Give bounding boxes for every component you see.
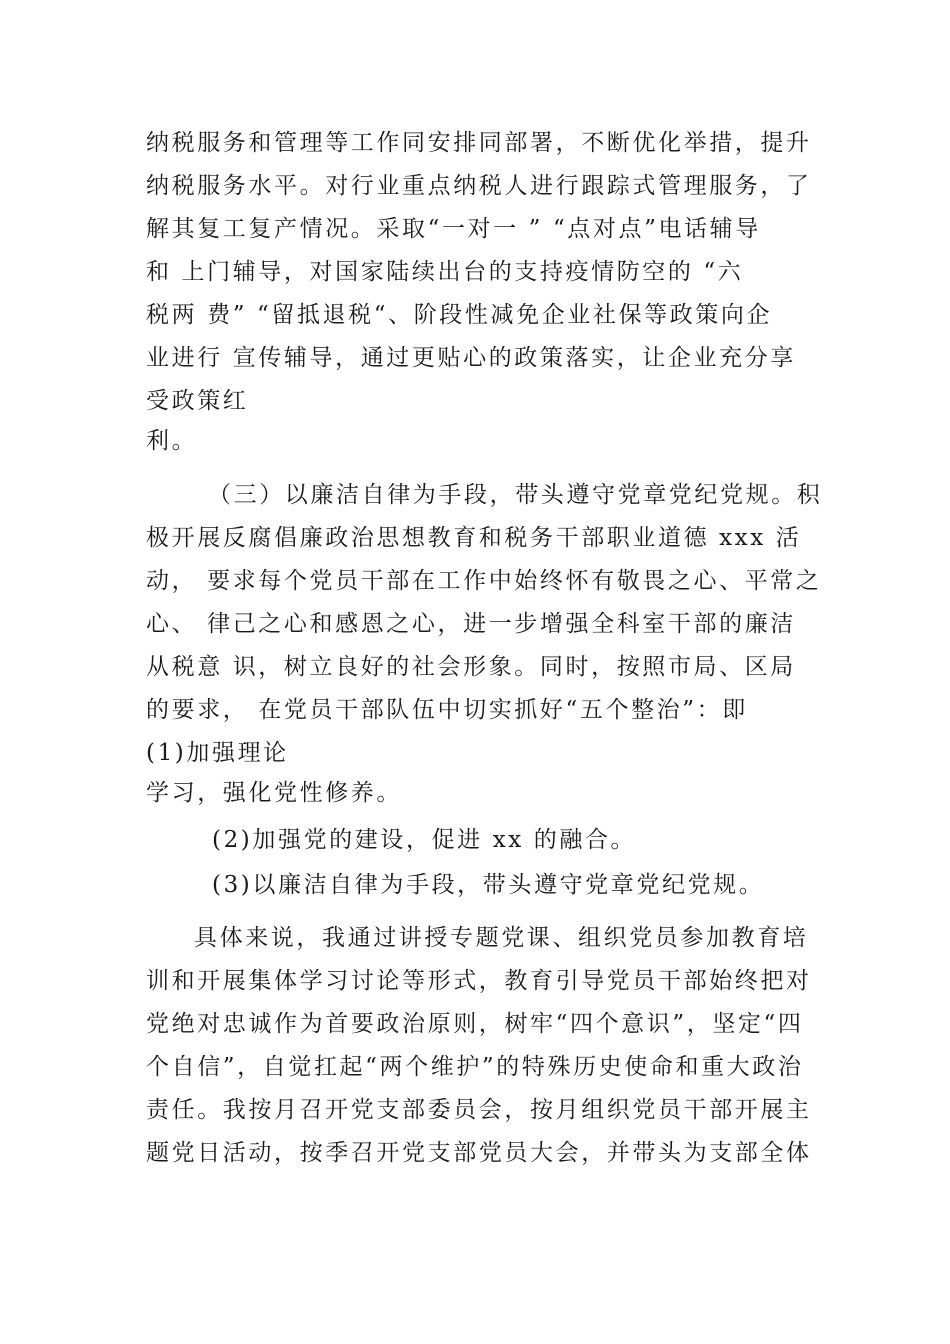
text-line: 动， 要求每个党员干部在工作中始终怀有敬畏之心、平常之: [146, 568, 822, 594]
paragraph-start: 具体来说，我通过讲授专题党课、组织党员参加教育培: [194, 925, 809, 951]
text-line: 业进行 宣传辅导，通过更贴心的政策落实，让企业充分享: [146, 345, 796, 371]
text-line: 学习，强化党性修养。: [146, 780, 402, 806]
text-line: 纳税服务和管理等工作同安排同部署，不断优化举措，提升: [146, 130, 812, 156]
text-line: (1)加强理论: [146, 740, 289, 766]
text-line: 解其复工复产情况。采取“一对一 ” “点对点”电话辅导: [146, 216, 761, 242]
text-line: 利。: [146, 428, 198, 454]
text-line: 党绝对忠诚作为首要政治原则，树牢“四个意识”，坚定“四: [146, 1011, 804, 1037]
text-line: 从税意 识，树立良好的社会形象。同时，按照市局、区局: [146, 654, 796, 680]
list-item: (2)加强党的建设，促进 xx 的融合。: [212, 827, 637, 853]
text-line: 心、 律己之心和感恩之心，进一步增强全科室干部的廉洁: [146, 611, 796, 637]
text-line: 和 上门辅导，对国家陆续出台的支持疫情防空的 “六: [146, 259, 744, 285]
text-line: 纳税服务水平。对行业重点纳税人进行跟踪式管理服务，了: [146, 173, 812, 199]
text-line: 训和开展集体学习讨论等形式，教育引导党员干部始终把对: [146, 968, 812, 994]
text-line: 题党日活动，按季召开党支部党员大会，并带头为支部全体: [146, 1140, 812, 1166]
list-item: (3)以廉洁自律为手段，带头遵守党章党纪党规。: [212, 872, 765, 898]
text-line: 个自信”，自觉扛起“两个维护”的特殊历史使命和重大政治: [146, 1054, 804, 1080]
text-line: 受政策红: [146, 388, 249, 414]
text-line: 税两 费” “留抵退税“、阶段性减免企业社保等政策向企: [146, 302, 773, 328]
text-line: 极开展反腐倡廉政治思想教育和税务干部职业道德 xxx 活: [146, 525, 802, 551]
text-line: 责任。我按月召开党支部委员会，按月组织党员干部开展主: [146, 1097, 812, 1123]
section-heading: （三）以廉洁自律为手段，带头遵守党章党纪党规。积: [208, 482, 823, 508]
text-line: 的要求， 在党员干部队伍中切实抓好“五个整治”：即: [146, 697, 748, 723]
